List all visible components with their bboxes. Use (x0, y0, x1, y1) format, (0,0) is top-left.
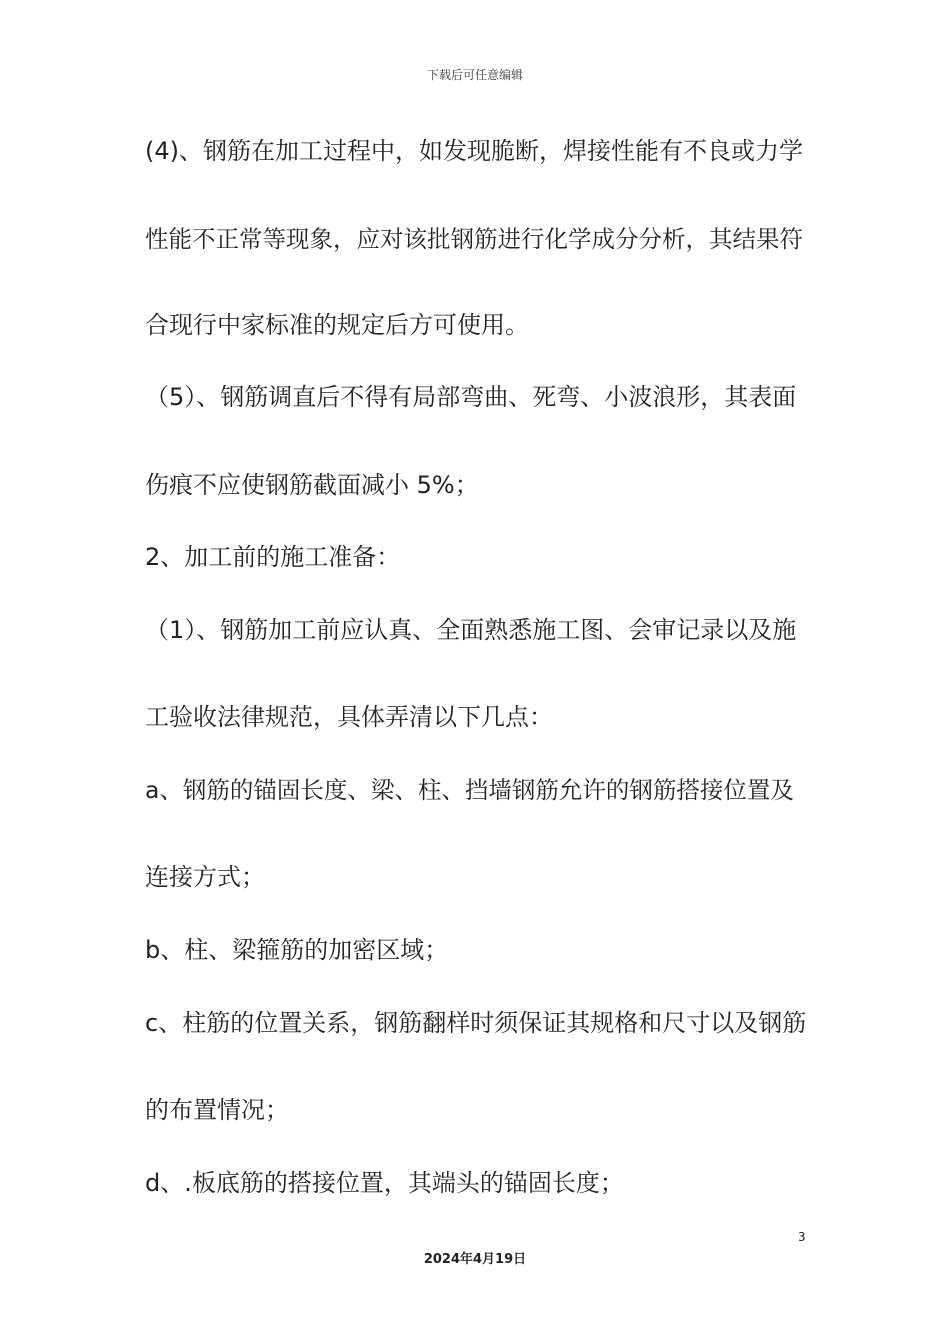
text-line: 伤痕不应使钢筋截面减小 5%； (145, 471, 479, 499)
text-line: （1）、钢筋加工前应认真、全面熟悉施工图、会审记录以及施 (145, 616, 797, 644)
text-line: 性能不正常等现象，应对该批钢筋进行化学成分分析，其结果符 (145, 225, 803, 253)
text-line: a、钢筋的锚固长度、梁、柱、挡墙钢筋允许的钢筋搭接位置及 (145, 776, 794, 804)
page-number: 3 (798, 1230, 806, 1244)
text-line: （5）、钢筋调直后不得有局部弯曲、死弯、小波浪形，其表面 (145, 383, 797, 411)
text-line: 连接方式； (145, 863, 265, 891)
text-line: d、.板底筋的搭接位置，其端头的锚固长度； (145, 1169, 624, 1197)
footer-date: 2024年4月19日 (423, 1252, 527, 1267)
text-line: 的布置情况； (145, 1096, 289, 1124)
text-line: 合现行中家标准的规定后方可使用。 (145, 311, 529, 339)
text-line: 工验收法律规范，具体弄清以下几点： (145, 703, 553, 731)
text-line: c、柱筋的位置关系，钢筋翻样时须保证其规格和尺寸以及钢筋 (145, 1009, 807, 1037)
text-line: 2、加工前的施工准备： (145, 543, 401, 571)
text-line: (4)、钢筋在加工过程中，如发现脆断，焊接性能有不良或力学 (145, 137, 803, 165)
page-header: 下载后可任意编辑 (426, 68, 523, 82)
text-line: b、柱、梁箍筋的加密区域； (145, 936, 449, 964)
